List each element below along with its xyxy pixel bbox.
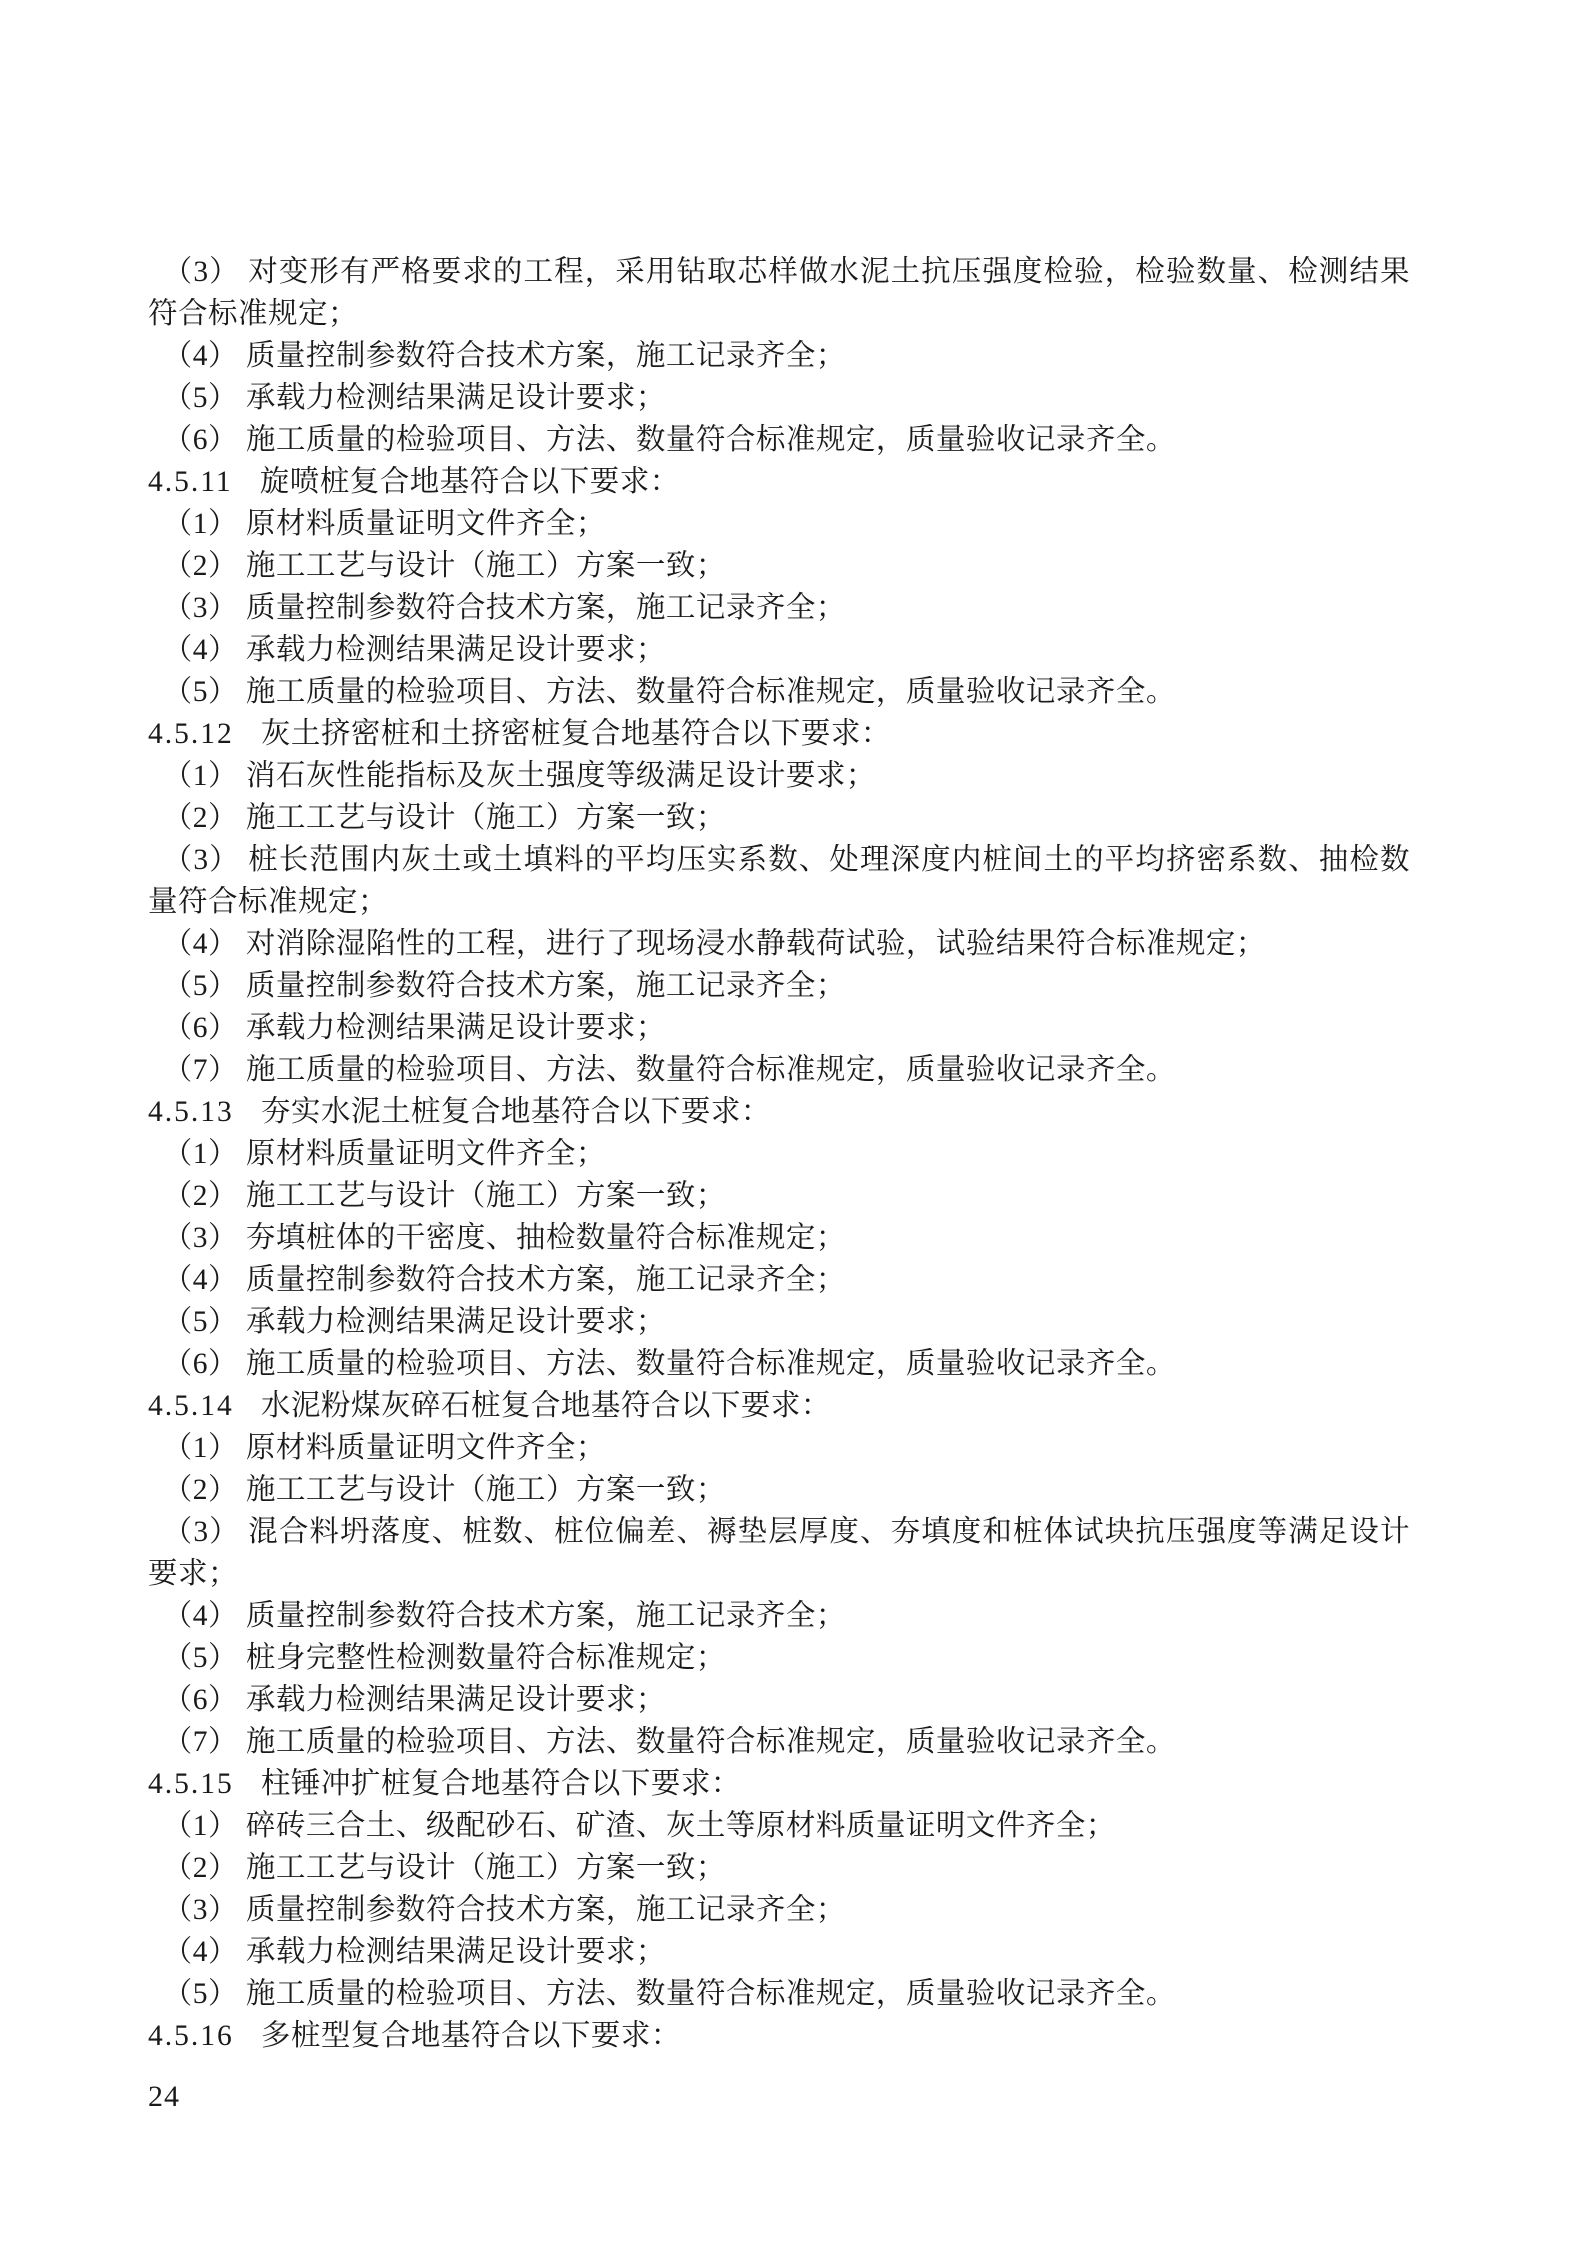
section-number: 4.5.12 (148, 718, 234, 750)
list-item-paragraph: （3） 混合料坍落度、桩数、桩位偏差、褥垫层厚度、夯填度和桩体试块抗压强度等满足设计要求； (148, 1516, 1410, 1590)
list-item-paragraph: （6） 施工质量的检验项目、方法、数量符合标准规定，质量验收记录齐全。 (162, 424, 1176, 456)
list-item-paragraph: （4） 承载力检测结果满足设计要求； (162, 634, 666, 666)
list-item-paragraph: （2） 施工工艺与设计（施工）方案一致； (162, 802, 726, 834)
section-number: 4.5.14 (148, 1390, 234, 1422)
section-heading (148, 1763, 1410, 1805)
document-body (148, 251, 1410, 2057)
list-item-paragraph: （1） 原材料质量证明文件齐全； (162, 1138, 606, 1170)
list-item-paragraph: （3） 桩长范围内灰土或土填料的平均压实系数、处理深度内桩间土的平均挤密系数、抽检数量符合标准规定； (148, 844, 1410, 918)
list-item-paragraph: （6） 承载力检测结果满足设计要求； (162, 1684, 666, 1716)
list-item-paragraph: （3） 夯填桩体的干密度、抽检数量符合标准规定； (162, 1222, 846, 1254)
section-heading (148, 713, 1410, 755)
section-number: 4.5.11 (148, 466, 233, 498)
list-item-paragraph: （3） 质量控制参数符合技术方案，施工记录齐全； (162, 1894, 846, 1926)
section-number: 4.5.13 (148, 1096, 234, 1128)
section-title: 旋喷桩复合地基符合以下要求： (259, 466, 680, 498)
list-item-paragraph: （4） 质量控制参数符合技术方案，施工记录齐全； (162, 340, 846, 372)
list-item-paragraph: （7） 施工质量的检验项目、方法、数量符合标准规定，质量验收记录齐全。 (162, 1054, 1176, 1086)
list-item-paragraph: （6） 承载力检测结果满足设计要求； (162, 1012, 666, 1044)
section-title: 水泥粉煤灰碎石桩复合地基符合以下要求： (260, 1390, 831, 1422)
list-item-paragraph: （4） 承载力检测结果满足设计要求； (162, 1936, 666, 1968)
section-number: 4.5.16 (148, 2020, 234, 2052)
section-heading (148, 2015, 1410, 2057)
list-item-paragraph: （5） 施工质量的检验项目、方法、数量符合标准规定，质量验收记录齐全。 (162, 676, 1176, 708)
list-item-paragraph: （5） 桩身完整性检测数量符合标准规定； (162, 1642, 726, 1674)
list-item-paragraph: （6） 施工质量的检验项目、方法、数量符合标准规定，质量验收记录齐全。 (162, 1348, 1176, 1380)
section-heading (148, 1385, 1410, 1427)
list-item-paragraph: （1） 碎砖三合土、级配砂石、矿渣、灰土等原材料质量证明文件齐全； (162, 1810, 1116, 1842)
list-item-paragraph: （1） 原材料质量证明文件齐全； (162, 1432, 606, 1464)
list-item-paragraph: （4） 质量控制参数符合技术方案，施工记录齐全； (162, 1600, 846, 1632)
list-item-paragraph: （7） 施工质量的检验项目、方法、数量符合标准规定，质量验收记录齐全。 (162, 1726, 1176, 1758)
list-item-paragraph: （5） 承载力检测结果满足设计要求； (162, 382, 666, 414)
section-title: 柱锤冲扩桩复合地基符合以下要求： (260, 1768, 741, 1800)
section-heading (148, 1091, 1410, 1133)
list-item-paragraph: （5） 施工质量的检验项目、方法、数量符合标准规定，质量验收记录齐全。 (162, 1978, 1176, 2010)
list-item-paragraph: （1） 消石灰性能指标及灰土强度等级满足设计要求； (162, 760, 876, 792)
list-item-paragraph: （4） 对消除湿陷性的工程，进行了现场浸水静载荷试验，试验结果符合标准规定； (162, 928, 1266, 960)
list-item-paragraph: （3） 质量控制参数符合技术方案，施工记录齐全； (162, 592, 846, 624)
list-item-paragraph: （4） 质量控制参数符合技术方案，施工记录齐全； (162, 1264, 846, 1296)
list-item-paragraph: （2） 施工工艺与设计（施工）方案一致； (162, 550, 726, 582)
list-item-paragraph: （2） 施工工艺与设计（施工）方案一致； (162, 1852, 726, 1884)
list-item-paragraph: （1） 原材料质量证明文件齐全； (162, 508, 606, 540)
section-heading (148, 461, 1410, 503)
section-title: 灰土挤密桩和土挤密桩复合地基符合以下要求： (260, 718, 891, 750)
list-item-paragraph: （5） 承载力检测结果满足设计要求； (162, 1306, 666, 1338)
section-title: 多桩型复合地基符合以下要求： (260, 2020, 681, 2052)
list-item-paragraph: （3） 对变形有严格要求的工程，采用钻取芯样做水泥土抗压强度检验，检验数量、检测结果符合标准规定； (148, 256, 1410, 330)
list-item-paragraph: （2） 施工工艺与设计（施工）方案一致； (162, 1180, 726, 1212)
section-number: 4.5.15 (148, 1768, 234, 1800)
page-number: 24 (148, 2080, 180, 2113)
section-title: 夯实水泥土桩复合地基符合以下要求： (260, 1096, 771, 1128)
list-item-paragraph: （5） 质量控制参数符合技术方案，施工记录齐全； (162, 970, 846, 1002)
list-item-paragraph: （2） 施工工艺与设计（施工）方案一致； (162, 1474, 726, 1506)
